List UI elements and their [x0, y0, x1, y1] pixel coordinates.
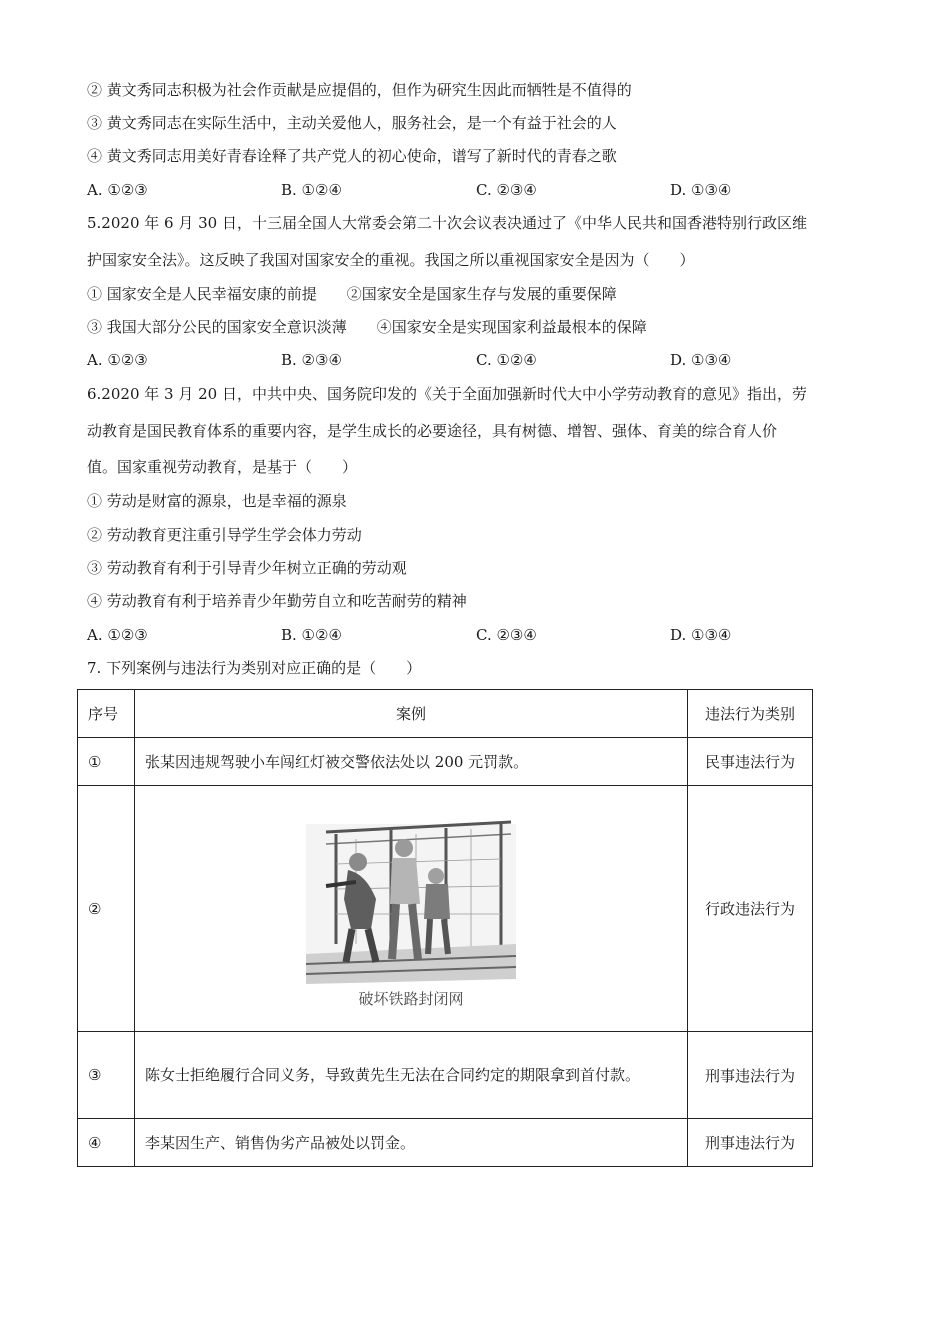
- q4-options: [87, 180, 807, 200]
- table-row: [78, 1119, 813, 1167]
- row-number: ①: [78, 738, 135, 786]
- header-number: 序号: [78, 690, 135, 738]
- header-category: 违法行为类别: [688, 690, 813, 738]
- q5-option-a: A. ①②③: [87, 351, 148, 369]
- table-row: [78, 1032, 813, 1119]
- row-case: 陈女士拒绝履行合同义务，导致黄先生无法在合同约定的期限拿到首付款。: [135, 1032, 688, 1119]
- q4-item-2: ② 黄文秀同志积极为社会作贡献是应提倡的，但作为研究生因此而牺牲是不值得的: [87, 81, 632, 99]
- q5-stem-line1: 5.2020 年 6 月 30 日，十三届全国人大常委会第二十次会议表决通过了《中华人民共和国香港特别行政区维: [87, 214, 807, 232]
- q6-option-c: C. ②③④: [476, 626, 537, 644]
- q5-option-c: C. ①②④: [476, 351, 537, 369]
- table-header-row: [78, 690, 813, 738]
- table-row: [78, 786, 813, 1032]
- q6-option-b: B. ①②④: [281, 626, 342, 644]
- q5-item-row2: ③ 我国大部分公民的国家安全意识淡薄 ④国家安全是实现国家利益最根本的保障: [87, 318, 647, 336]
- q6-options: [87, 625, 807, 645]
- q5-option-b: B. ②③④: [281, 351, 342, 369]
- q6-item-3: ③ 劳动教育有利于引导青少年树立正确的劳动观: [87, 559, 407, 577]
- q6-stem-line2: 动教育是国民教育体系的重要内容，是学生成长的必要途径，具有树德、增智、强体、育美的综合育人价: [87, 422, 778, 440]
- row-case-illustration-cell: [135, 786, 688, 1032]
- header-case: 案例: [135, 690, 688, 738]
- illustration-caption: 破坏铁路封闭网: [358, 989, 464, 1008]
- q6-stem-line1: 6.2020 年 3 月 20 日，中共中央、国务院印发的《关于全面加强新时代大中小学劳动教育的意见》指出，劳: [87, 385, 807, 403]
- q5-stem-line2: 护国家安全法》。这反映了我国对国家安全的重视。我国之所以重视国家安全是因为（ ）: [87, 251, 695, 269]
- q5-item-row1: ① 国家安全是人民幸福安康的前提 ②国家安全是国家生存与发展的重要保障: [87, 285, 617, 303]
- case-table: [77, 689, 813, 1167]
- row-category: 行政违法行为: [688, 786, 813, 1032]
- q5-option-d: D. ①③④: [670, 351, 732, 369]
- row-case: 李某因生产、销售伪劣产品被处以罚金。: [135, 1119, 688, 1167]
- row-number: ④: [78, 1119, 135, 1167]
- q7-stem: 7. 下列案例与违法行为类别对应正确的是（ ）: [87, 659, 422, 677]
- q4-item-4: ④ 黄文秀同志用美好青春诠释了共产党人的初心使命，谱写了新时代的青春之歌: [87, 147, 617, 165]
- q6-item-2: ② 劳动教育更注重引导学生学会体力劳动: [87, 526, 362, 544]
- table-row: [78, 738, 813, 786]
- railway-fence-illustration: [296, 804, 526, 1014]
- q4-item-3: ③ 黄文秀同志在实际生活中，主动关爱他人，服务社会，是一个有益于社会的人: [87, 114, 617, 132]
- q4-option-a: A. ①②③: [87, 181, 148, 199]
- q6-item-4: ④ 劳动教育有利于培养青少年勤劳自立和吃苦耐劳的精神: [87, 592, 467, 610]
- q6-item-1: ① 劳动是财富的源泉，也是幸福的源泉: [87, 492, 347, 510]
- q6-stem-line3: 值。国家重视劳动教育，是基于（ ）: [87, 458, 358, 476]
- q6-option-a: A. ①②③: [87, 626, 148, 644]
- row-category: 刑事违法行为: [688, 1119, 813, 1167]
- row-case: 张某因违规驾驶小车闯红灯被交警依法处以 200 元罚款。: [135, 738, 688, 786]
- row-number: ③: [78, 1032, 135, 1119]
- q4-option-c: C. ②③④: [476, 181, 537, 199]
- q6-option-d: D. ①③④: [670, 626, 732, 644]
- q4-option-d: D. ①③④: [670, 181, 732, 199]
- q5-options: [87, 350, 807, 370]
- q4-option-b: B. ①②④: [281, 181, 342, 199]
- row-category: 民事违法行为: [688, 738, 813, 786]
- row-category: 刑事违法行为: [688, 1032, 813, 1119]
- row-number: ②: [78, 786, 135, 1032]
